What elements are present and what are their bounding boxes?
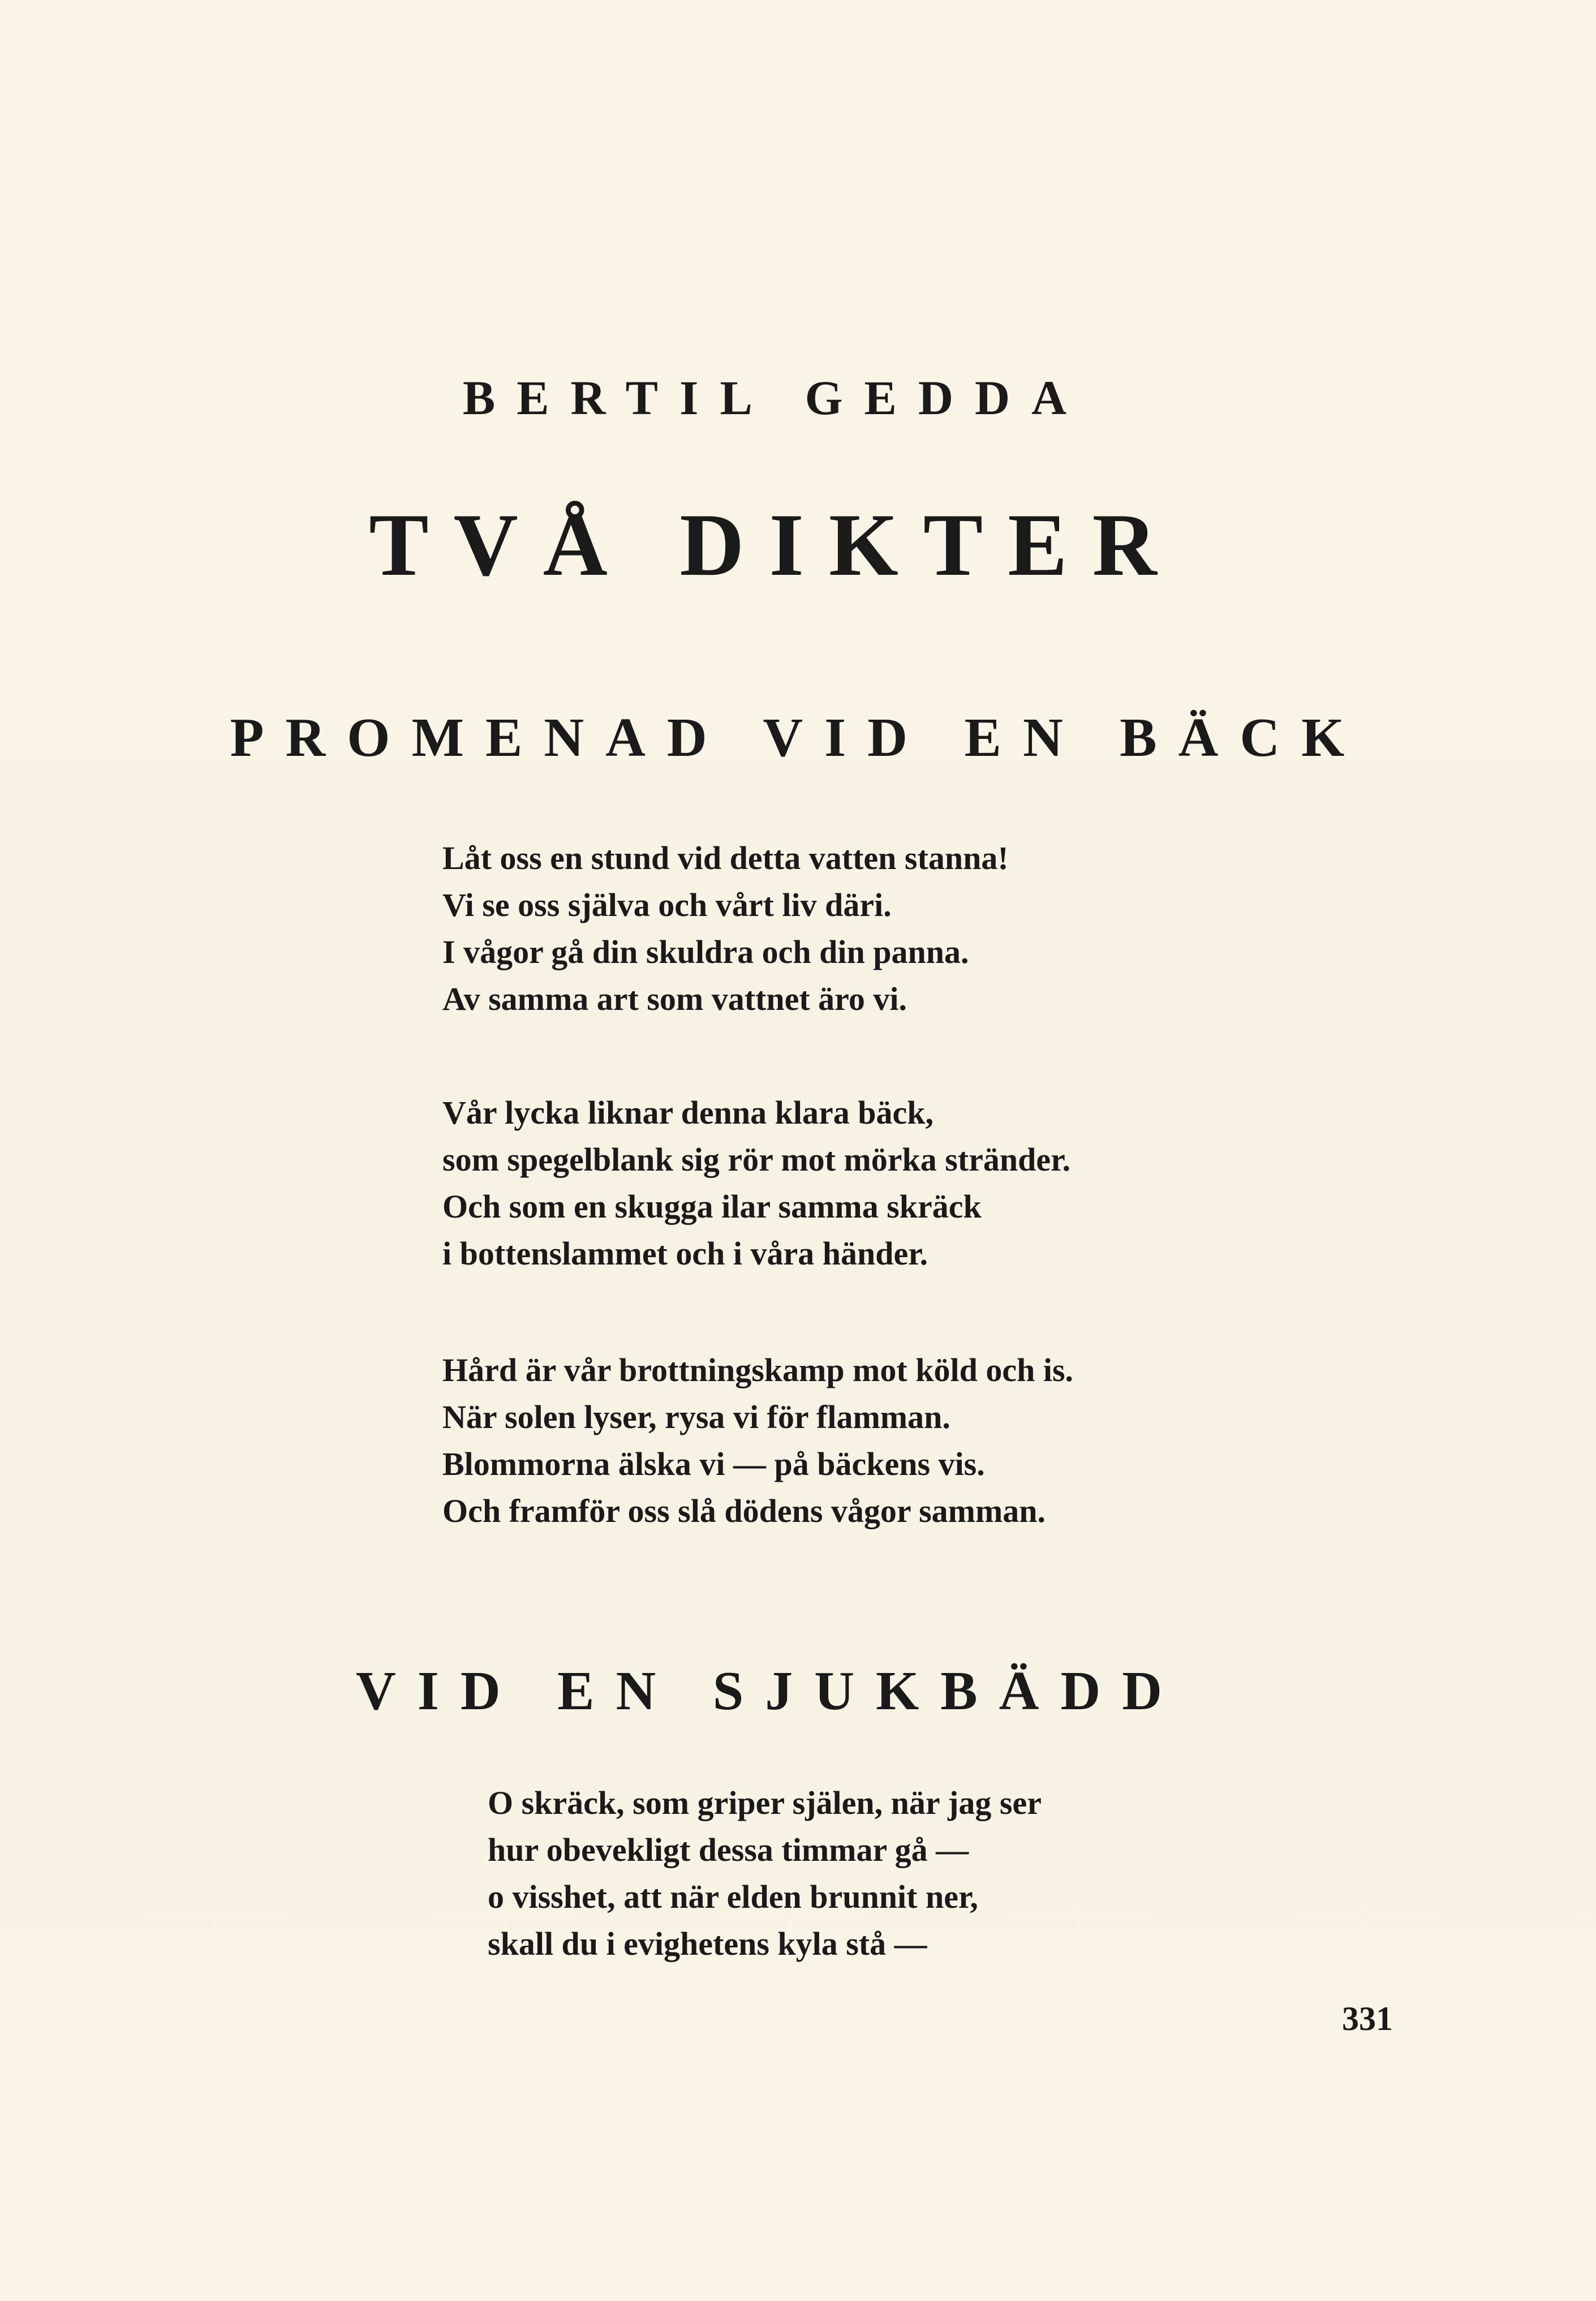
verse-line: När solen lyser, rysa vi för flamman. — [442, 1399, 950, 1435]
poem-title: VID EN SJUKBÄDD — [355, 1661, 1184, 1722]
stanza — [488, 1779, 1042, 1967]
verse-line: Av samma art som vattnet äro vi. — [442, 980, 907, 1017]
stanza — [442, 1089, 1070, 1277]
verse-line: I vågor gå din skuldra och din panna. — [442, 934, 969, 970]
poem-title: PROMENAD VID EN BÄCK — [230, 707, 1366, 768]
verse-line: Vår lycka liknar denna klara bäck, — [442, 1094, 934, 1131]
verse-line: Låt oss en stund vid detta vatten stanna! — [442, 840, 1009, 876]
verse-line: o visshet, att när elden brunnit ner, — [488, 1878, 978, 1915]
collection-title: TVÅ DIKTER — [369, 496, 1182, 595]
page-number: 331 — [1342, 2000, 1393, 2037]
verse-line: i bottenslammet och i våra händer. — [442, 1235, 928, 1272]
stanza — [442, 1347, 1073, 1534]
verse-line: som spegelblank sig rör mot mörka stränder. — [442, 1141, 1071, 1178]
stanza — [442, 835, 1009, 1022]
verse-line: Vi se oss själva och vårt liv däri. — [442, 887, 892, 923]
verse-line: Och framför oss slå dödens vågor samman. — [442, 1493, 1046, 1529]
verse-line: hur obevekligt dessa timmar gå — — [488, 1831, 969, 1868]
verse-line: Och som en skugga ilar samma skräck — [442, 1188, 982, 1225]
verse-line: Blommorna älska vi — på bäckens vis. — [442, 1446, 985, 1482]
verse-line: O skräck, som griper själen, när jag ser — [488, 1784, 1042, 1821]
verse-line: skall du i evighetens kyla stå — — [488, 1925, 927, 1962]
verse-line: Hård är vår brottningskamp mot köld och is. — [442, 1352, 1074, 1388]
author-name: BERTIL GEDDA — [462, 371, 1089, 425]
